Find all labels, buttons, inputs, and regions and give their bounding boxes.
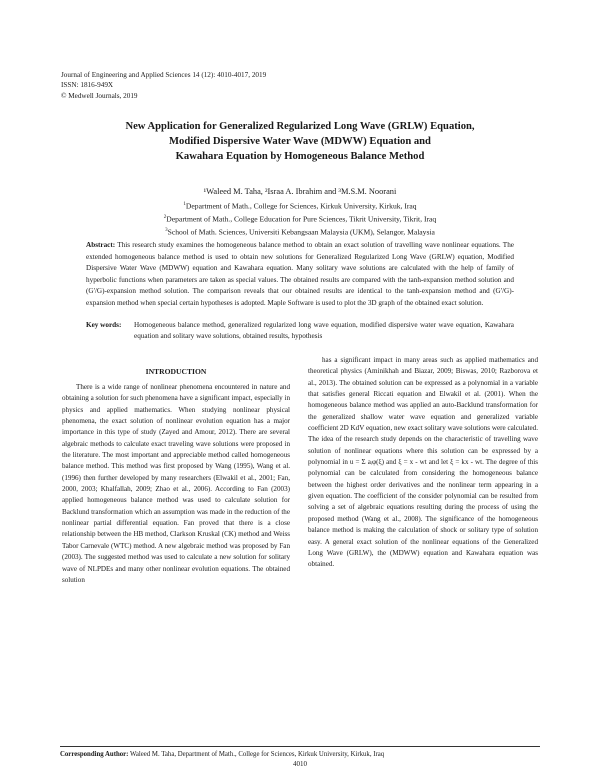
section-heading: INTRODUCTION bbox=[145, 367, 207, 376]
title-line: Kawahara Equation by Homogeneous Balance Method bbox=[175, 151, 425, 162]
journal-citation: Journal of Engineering and Applied Sciences 14 (12): 4010-4017, 2019 bbox=[61, 71, 267, 79]
abstract bbox=[86, 240, 514, 310]
affiliation: $^1$Department of Math., College for Sciences, Kirkuk University, Kirkuk, Iraq bbox=[183, 201, 417, 211]
title-line: Modified Dispersive Water Wave (MDWW) Equation and bbox=[169, 136, 431, 147]
journal-header bbox=[61, 70, 381, 101]
keywords-text: Homogeneous balance method, generalized regularized long wave equation, modified dispersive water wave equation, Kawahara equation and solitary wave solutions, obtained results, hypothesis bbox=[134, 321, 514, 341]
issn: ISSN: 1816-949X bbox=[61, 81, 114, 90]
abstract-label: Abstract: bbox=[86, 241, 116, 249]
affiliation: $^2$Department of Math., College Education for Pure Sciences, Tikrit University, Tikrit, Iraq bbox=[163, 214, 437, 224]
right-column bbox=[308, 355, 538, 571]
affiliation: $^3$School of Math. Sciences, Universiti Kebangsaan Malaysia (UKM), Selangor, Malaysia bbox=[165, 227, 435, 237]
copyright: © Medwell Journals, 2019 bbox=[61, 91, 138, 100]
keywords bbox=[86, 320, 514, 343]
page-number: 4010 bbox=[293, 760, 307, 768]
corresponding-author bbox=[60, 750, 540, 760]
corr-label: Corresponding Author: bbox=[60, 751, 129, 758]
affiliations bbox=[60, 199, 540, 238]
corr-text: Waleed M. Taha, Department of Math., College for Sciences, Kirkuk University, Kirkuk, Iraq bbox=[130, 751, 385, 758]
paper-title bbox=[60, 119, 540, 164]
author-list: ¹Waleed M. Taha, ²Israa A. Ibrahim and ³M.S.M. Noorani bbox=[203, 187, 397, 196]
intro-paragraph-right: has a significant impact in many areas such as applied mathematics and theoretical physics (Aminikhah and Biazar, 2009; Biswas, 2010; Razborova et al., 2013). The obtained solution can be expressed as a polynomial in a variable that satisfies general Riccati equation and Elwakil et al. (2001). When the homogeneous balance method was applied an auto-Backlund transformation for the generalized shallow water wave equation and generalized variable coefficient 2D KdV equation, new exact solitary wave solutions were calculated. The idea of the research study depends on the characteristic of travelling wave solution of nonlinear equations where this solution can be expressed by a polynomial in u = Σ aᵢφ(ξ) and ξ = x - wt and let ξ = kx - wt. The degree of this polynomial can be calculated from considering the homogeneous balance between the highest order derivatives and the nonlinear term appearing in a given equation. The coefficient of the consider polynomial can be resulted from solving a set of algebraic equations resulting during the process of using the proposed method (Wang et al., 2008). The significance of the homogeneous balance method is making the calculation of shock or solitary type of solution easy. A general exact solution of the nonlinear equations of the Generalized Long Wave (GRLW), the (MDWW) equation and Kawahara equation was obtained. bbox=[308, 356, 538, 569]
abstract-text: This research study examines the homogeneous balance method to obtain an exact solution of travelling wave nonlinear equations. The extended homogeneous balance method is used to obtain new solutions for Generalized Regularized Long Wave (GRLW) equation, Modified Dispersive Water Wave (MDWW) equation and Kawahara equation. Many solitary wave solutions are calculated with the help of family of hyperbolic functions when parameters are taken as special values. The obtained results are compared with the tanh-expansion method solution and (G'/G)-expansion method solution. The comparison reveals that our obtained results are identical to the tanh-expansion method and (G'/G)-expansion method when special certain hypotheses is adopted. Maple Software is used to plot the 3D graph of the obtained exact solution. bbox=[86, 241, 514, 307]
intro-paragraph-left: There is a wide range of nonlinear phenomena encountered in nature and obtaining a solution for such phenomena have a significant impact, especially in physics and applied mathematics. When studying nonlinear physical phenomena, the exact solution of nonlinear evolution equation has a major importance in this type of study (Zayed and Amour, 2012). There are several algebraic methods to calculate exact traveling wave solutions were proposed in the literature. The most important and appreciable method called homogeneous balance method. This method was first proposed by Wang (1995), Wang et al. (1996) then further developed by many researchers (Elwakil et al., 2001; Fan, 2000, 2003; Khalfallah, 2009; Zhao et al., 2006). According to Fan (2003) applied homogeneous balance method was used to calculate solution for Backlund transformation which an assumption was made in the reduction of the nonlinear partial differential equation. Fan proved that there is a close relationship between the HB method, Clarkson Kruskal (CK) method and Weiss Tabor Carnevale (WTC) method. A new algebraic method was proposed by Fan (2003). The suggested method was used to calculate a new solution for solitary wave of NLPDEs and many other nonlinear evolution equations. The obtained solution bbox=[62, 383, 290, 584]
footer-rule bbox=[60, 746, 540, 747]
title-line: New Application for Generalized Regularized Long Wave (GRLW) Equation, bbox=[125, 121, 475, 132]
left-column bbox=[62, 382, 290, 586]
keywords-label: Key words: bbox=[86, 321, 122, 329]
